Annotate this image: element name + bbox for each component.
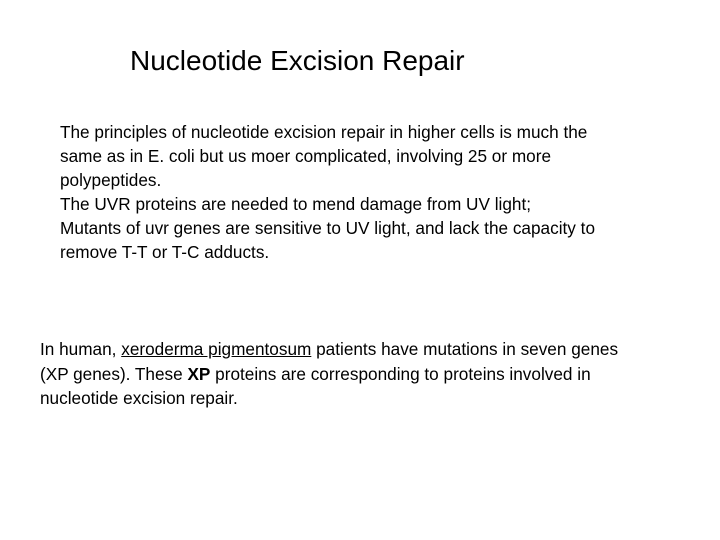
paragraph-line: nucleotide excision repair.	[40, 388, 238, 408]
text-segment: In human,	[40, 339, 122, 359]
paragraph-line: The principles of nucleotide excision repair in higher cells is much the	[60, 122, 588, 142]
paragraph-line: remove T-T or T-C adducts.	[60, 242, 270, 262]
paragraph-principles	[60, 120, 700, 264]
paragraph-line: polypeptides.	[60, 170, 162, 190]
slide-title: Nucleotide Excision Repair	[130, 45, 465, 76]
paragraph-line: same as in E. coli but us moer complicated, involving 25 or more	[60, 146, 552, 166]
xp-bold-term: XP	[187, 363, 211, 384]
paragraph-line	[40, 362, 716, 387]
paragraph-line: The UVR proteins are needed to mend damage from UV light;	[60, 194, 531, 214]
paragraph-line	[40, 337, 716, 362]
text-segment: (XP genes). These	[40, 363, 188, 384]
paragraph-line: Mutants of uvr genes are sensitive to UV light, and lack the capacity to	[60, 218, 596, 238]
text-segment: patients have mutations in seven genes	[311, 339, 619, 359]
text-segment: proteins are corresponding to proteins involved in	[210, 363, 591, 384]
paragraph-xp-genes	[40, 337, 716, 411]
xeroderma-pigmentosum-link[interactable]: xeroderma pigmentosum	[121, 339, 312, 359]
